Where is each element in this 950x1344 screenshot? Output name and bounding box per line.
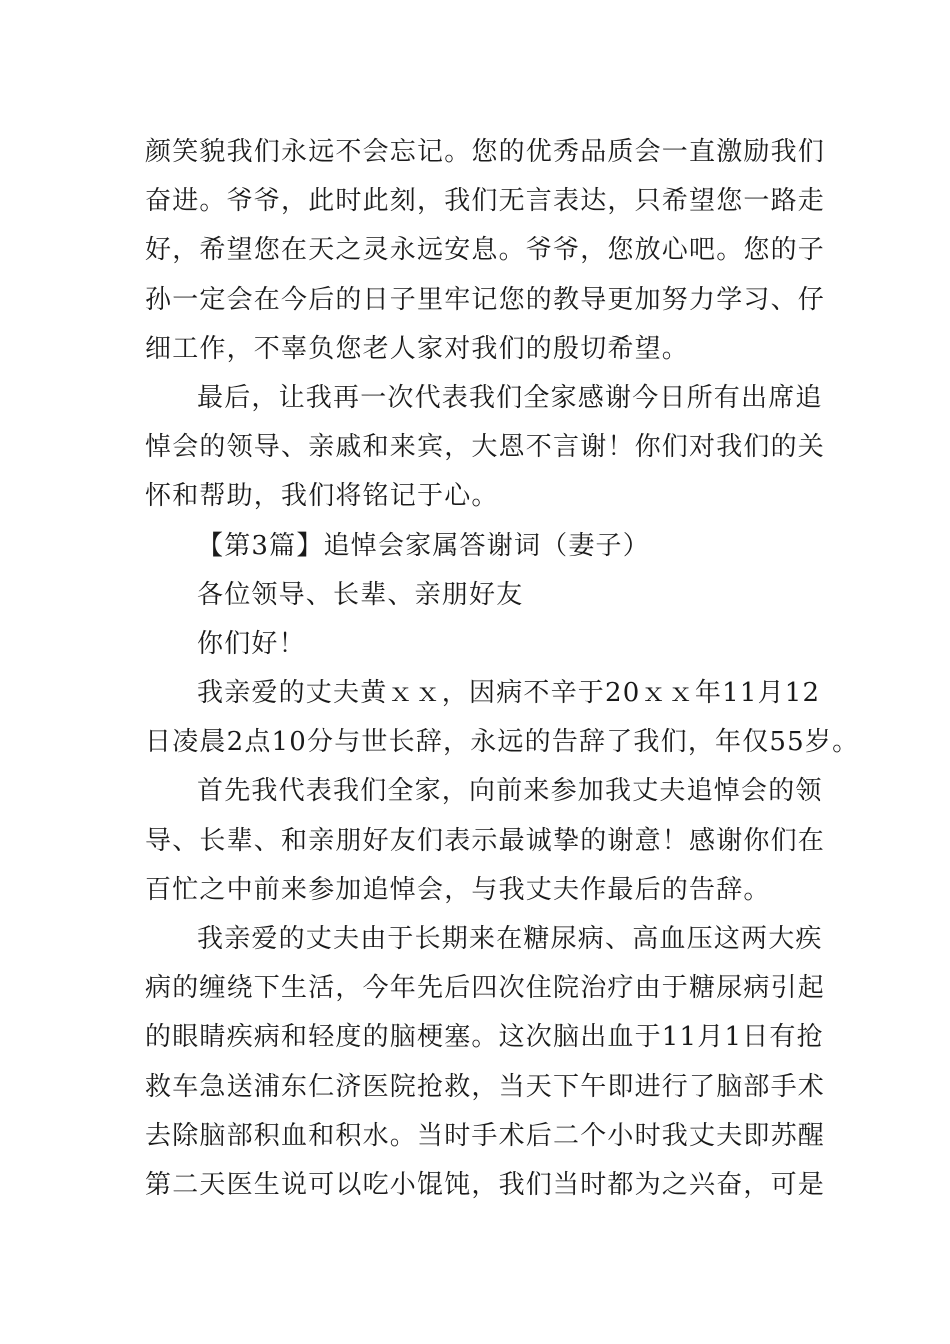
paragraph-first-line: 我亲爱的丈夫黄ｘｘ，因病不辛于20ｘｘ年11月12 xyxy=(197,678,821,709)
paragraph-line: 悼会的领导、亲戚和来宾，大恩不言谢！你们对我们的关 xyxy=(145,432,826,463)
paragraph-first-line: 【第3篇】追悼会家属答谢词（妻子） xyxy=(197,530,650,561)
paragraph-line: 导、长辈、和亲朋好友们表示最诚挚的谢意！感谢你们在 xyxy=(145,825,826,856)
paragraph-line: 百忙之中前来参加追悼会，与我丈夫作最后的告辞。 xyxy=(145,874,771,905)
paragraph-line: 孙一定会在今后的日子里牢记您的教导更加努力学习、仔 xyxy=(145,284,826,315)
paragraph-line: 去除脑部积血和积水。当时手术后二个小时我丈夫即苏醒 xyxy=(145,1120,826,1151)
paragraph-line: 日凌晨2点10分与世长辞，永远的告辞了我们，年仅55岁。 xyxy=(145,727,860,758)
paragraph-first-line: 最后，让我再一次代表我们全家感谢今日所有出席追 xyxy=(197,382,823,413)
paragraph-line: 颜笑貌我们永远不会忘记。您的优秀品质会一直激励我们 xyxy=(145,137,826,167)
paragraph-first-line: 各位领导、长辈、亲朋好友 xyxy=(197,579,524,610)
paragraph-line: 怀和帮助，我们将铭记于心。 xyxy=(145,481,499,512)
paragraph-line: 第二天医生说可以吃小馄饨，我们当时都为之兴奋，可是 xyxy=(145,1169,826,1200)
paragraph-line: 的眼睛疾病和轻度的脑梗塞。这次脑出血于11月1日有抢 xyxy=(145,1022,824,1053)
paragraph-first-line: 你们好！ xyxy=(197,628,306,659)
paragraph-line: 病的缠绕下生活，今年先后四次住院治疗由于糖尿病引起 xyxy=(145,973,826,1004)
paragraph-line: 好，希望您在天之灵永远安息。爷爷，您放心吧。您的子 xyxy=(145,235,826,266)
paragraph-line: 救车急送浦东仁济医院抢救，当天下午即进行了脑部手术 xyxy=(145,1071,826,1102)
paragraph-first-line: 我亲爱的丈夫由于长期来在糖尿病、高血压这两大疾 xyxy=(197,924,823,954)
paragraph-line: 奋进。爷爷，此时此刻，我们无言表达，只希望您一路走 xyxy=(145,186,826,217)
document-body xyxy=(145,128,860,1210)
paragraph-first-line: 首先我代表我们全家，向前来参加我丈夫追悼会的领 xyxy=(197,776,823,807)
paragraph-line: 细工作，不辜负您老人家对我们的殷切希望。 xyxy=(145,333,690,364)
